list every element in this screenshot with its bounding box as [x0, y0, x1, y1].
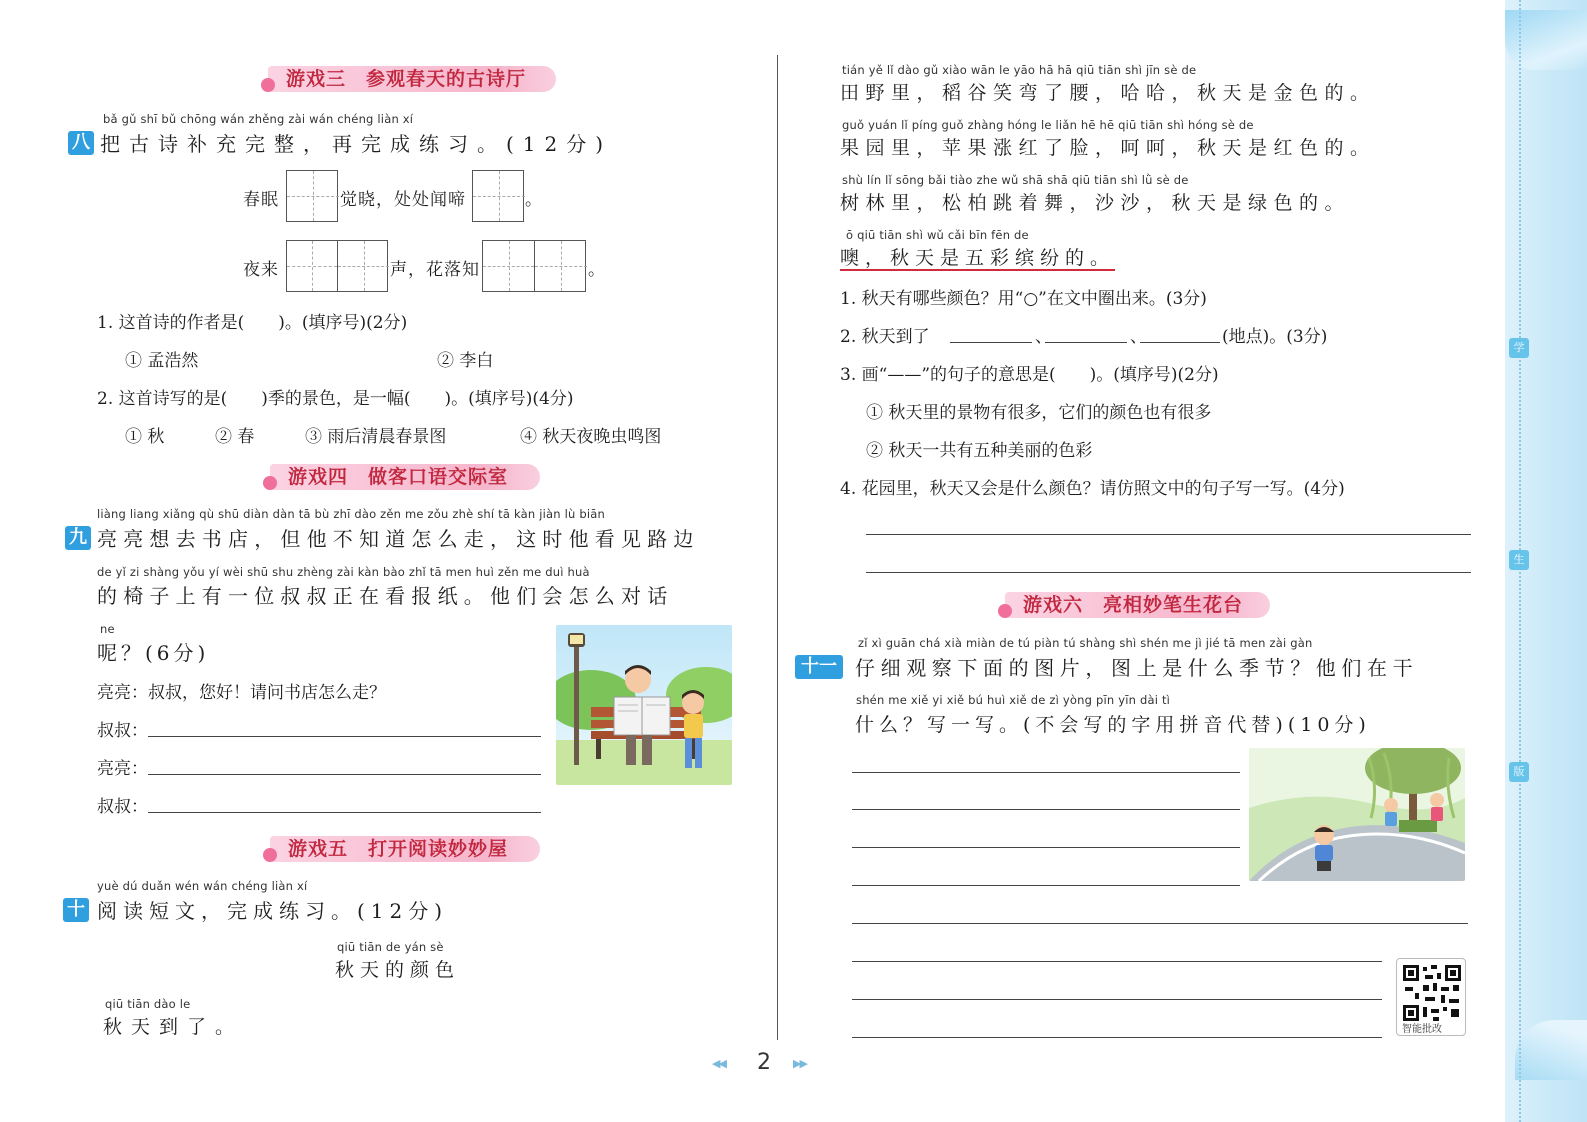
essay-p2: 田野里，稻谷笑弯了腰，哈哈，秋天是金色的。 [840, 82, 1376, 104]
q11-line1: 仔细观察下面的图片，图上是什么季节？他们在干 [855, 656, 1419, 680]
q9-line3: 呢？(6分) [97, 641, 210, 665]
dialogue-label-3: 亮亮： [97, 759, 148, 779]
bottom-flare-decoration [1515, 1020, 1587, 1080]
essay-p3: 果园里，苹果涨红了脸，呵呵，秋天是红色的。 [840, 137, 1376, 159]
game3-title-banner [268, 62, 556, 92]
place-blank-2[interactable] [1045, 342, 1127, 343]
essay-p5-underlined: 噢，秋天是五彩缤纷的。 [840, 247, 1116, 269]
q11-pinyin-2: shén me xiě yi xiě bú huì xiě de zì yòng pīn yīn dài tì [856, 693, 1171, 707]
essay-p4: 树林里，松柏跳着舞，沙沙，秋天是绿色的。 [840, 192, 1351, 214]
dialogue-line-1: 亮亮：叔叔，您好！请问书店怎么走？ [97, 683, 386, 703]
poem-blank-1[interactable] [286, 170, 338, 222]
writing-line-8[interactable] [852, 1037, 1382, 1038]
essay-p5-pinyin: ō qiū tiān shì wǔ cǎi bīn fēn de [846, 228, 1029, 242]
q10-pinyin: yuè dú duǎn wén wán chéng liàn xí [97, 879, 308, 893]
q10-number-badge: 十 [63, 898, 89, 922]
writing-line-3[interactable] [852, 847, 1240, 848]
essay-p2-pinyin: tián yě lǐ dào gǔ xiào wān le yāo hā hā qiū tiān shì jīn sè de [842, 63, 1197, 77]
poem-line1-middle: 觉晓，处处闻啼 [340, 190, 466, 210]
essay-p1: 秋天到了。 [103, 1016, 244, 1038]
game6-title: 游戏六 亮相妙笔生花台 [1023, 593, 1244, 616]
q10-instruction: 阅读短文，完成练习。(12分) [97, 899, 449, 923]
q8-instruction: 把古诗补充完整，再完成练习。(12分) [100, 132, 613, 156]
q10-sub3-opt2: ② 秋天一共有五种美丽的色彩 [866, 441, 1093, 461]
poem-blank-2[interactable] [472, 170, 524, 222]
qr-caption: 智能批改 [1402, 1024, 1442, 1035]
top-flare-decoration [1505, 10, 1587, 70]
writing-line-4[interactable] [852, 885, 1240, 886]
place-blank-1[interactable] [950, 342, 1032, 343]
essay-p3-pinyin: guǒ yuán lǐ píng guǒ zhàng hóng le liǎn hē hē qiū tiān shì hóng sè de [842, 118, 1254, 132]
poem-line1-start: 春眠 [243, 190, 279, 210]
q9-pinyin-1: liàng liang xiǎng qù shū diàn dàn tā bù zhī dào zěn me zǒu zhè shí tā kàn jiàn lù biān [97, 507, 605, 521]
side-tag-2: 生 [1509, 550, 1529, 570]
q10-sub4-answer-line-2[interactable] [866, 572, 1471, 573]
dialogue-answer-line-2[interactable] [148, 736, 541, 737]
q11-line2: 什么？写一写。(不会写的字用拼音代替)(10分) [855, 714, 1371, 736]
dialogue-label-2: 叔叔： [97, 721, 148, 741]
q8-number-badge: 八 [68, 131, 94, 155]
game5-title-banner [270, 832, 540, 862]
q9-line2: 的椅子上有一位叔叔正在看报纸。他们会怎么对话 [97, 584, 674, 608]
side-tag-3: 版 [1509, 762, 1529, 782]
game4-title: 游戏四 做客口语交际室 [288, 465, 509, 488]
park-bench-illustration [556, 625, 732, 785]
q10-sub4: 4. 花园里，秋天又会是什么颜色？请仿照文中的句子写一写。(4分) [840, 479, 1345, 499]
q11-pinyin-1: zǐ xì guān chá xià miàn de tú piàn tú shàng shì shén me jì jié tā men zài gàn [858, 636, 1313, 650]
autumn-park-illustration [1249, 748, 1465, 881]
poem-line1-end: 。 [525, 190, 543, 210]
game5-title: 游戏五 打开阅读妙妙屋 [288, 837, 509, 860]
q8-sub1-opt1: ① 孟浩然 [125, 351, 199, 371]
poem-line2-start: 夜来 [243, 260, 279, 280]
poem-blank-4[interactable] [482, 240, 586, 292]
writing-line-6[interactable] [852, 961, 1382, 962]
place-blank-3[interactable] [1140, 342, 1220, 343]
q10-sub2-sep1: 、 [1035, 327, 1052, 347]
q8-sub2-opt2: ② 春 [215, 427, 255, 447]
q8-sub2: 2. 这首诗写的是( )季的景色，是一幅( )。(填序号)(4分) [97, 389, 574, 409]
poem-line2-middle: 声，花落知 [390, 260, 480, 280]
essay-p4-pinyin: shù lín lǐ sōng bǎi tiào zhe wǔ shā shā qiū tiān shì lǜ sè de [842, 173, 1189, 187]
writing-line-7[interactable] [852, 999, 1382, 1000]
writing-line-2[interactable] [852, 809, 1240, 810]
q10-sub2-sep2: 、 [1130, 327, 1147, 347]
q9-number-badge: 九 [65, 526, 91, 550]
q9-pinyin-2: de yǐ zi shàng yǒu yí wèi shū shu zhèng zài kàn bào zhǐ tā men huì zěn me duì huà [97, 565, 590, 579]
center-divider [777, 55, 778, 1040]
game4-title-banner [270, 460, 540, 490]
dialogue-answer-line-3[interactable] [148, 774, 541, 775]
prev-arrows-icon: ◀◀ [712, 1057, 725, 1070]
game3-title: 游戏三 参观春天的古诗厅 [286, 67, 527, 90]
q10-sub2-end: (地点)。(3分) [1222, 327, 1328, 347]
poem-blank-3[interactable] [286, 240, 388, 292]
q11-number-badge: 十一 [795, 655, 843, 679]
q8-sub2-opt1: ① 秋 [125, 427, 165, 447]
q8-pinyin: bǎ gǔ shī bǔ chōng wán zhěng zài wán chéng liàn xí [103, 112, 414, 126]
next-arrows-icon: ▶▶ [793, 1057, 806, 1070]
essay-p1-pinyin: qiū tiān dào le [105, 997, 191, 1011]
q8-sub1: 1. 这首诗的作者是( )。(填序号)(2分) [97, 313, 408, 333]
q10-sub1: 1. 秋天有哪些颜色？用“○”在文中圈出来。(3分) [840, 289, 1207, 309]
page-number: 2 [757, 1050, 771, 1075]
side-tag-1: 学 [1509, 338, 1529, 358]
q9-pinyin-3: ne [100, 622, 115, 636]
q10-sub3-opt1: ① 秋天里的景物有很多，它们的颜色也有很多 [866, 403, 1212, 423]
q9-line1: 亮亮想去书店，但他不知道怎么走，这时他看见路边 [97, 527, 700, 551]
q8-sub2-opt4: ④ 秋天夜晚虫鸣图 [520, 427, 662, 447]
game6-title-banner [1005, 588, 1270, 618]
essay-title-pinyin: qiū tiān de yán sè [337, 940, 444, 954]
q10-sub4-answer-line-1[interactable] [866, 534, 1471, 535]
q10-sub3: 3. 画“——”的句子的意思是( )。(填序号)(2分) [840, 365, 1219, 385]
essay-title: 秋天的颜色 [335, 959, 461, 981]
writing-line-5[interactable] [852, 923, 1468, 924]
dialogue-label-4: 叔叔： [97, 797, 148, 817]
writing-line-1[interactable] [852, 772, 1240, 773]
q8-sub1-opt2: ② 李白 [437, 351, 494, 371]
dialogue-answer-line-4[interactable] [148, 812, 541, 813]
poem-line2-end: 。 [588, 260, 606, 280]
q8-sub2-opt3: ③ 雨后清晨春景图 [305, 427, 447, 447]
q10-sub2-start: 2. 秋天到了 [840, 327, 930, 347]
